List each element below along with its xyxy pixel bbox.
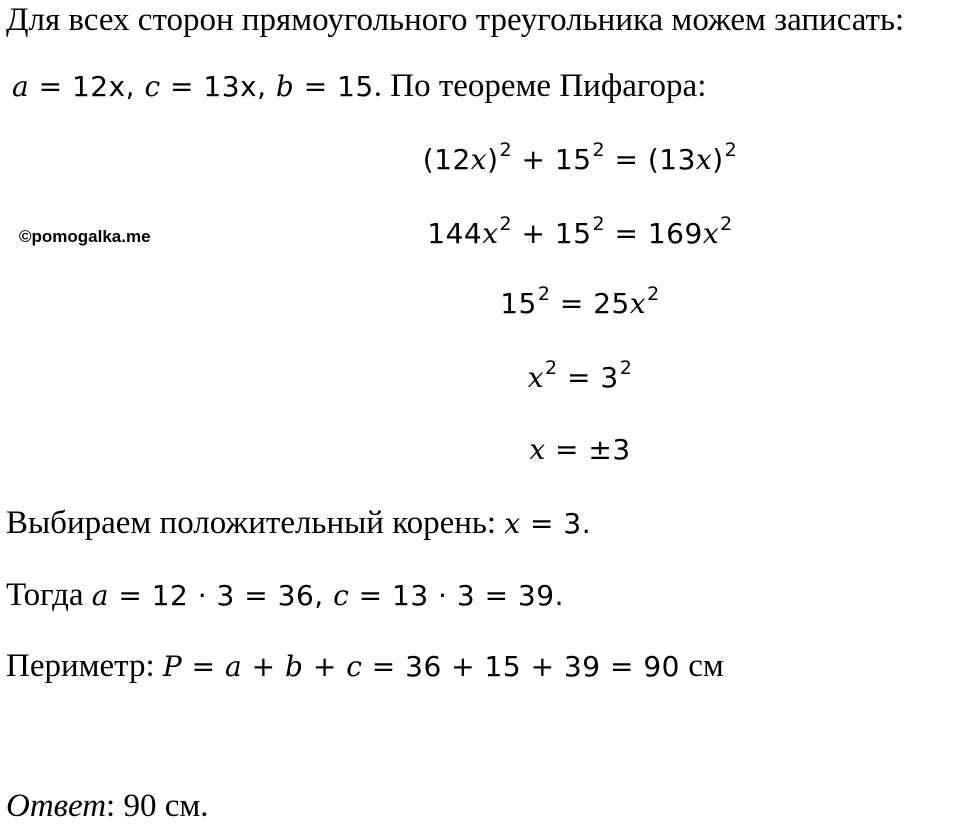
choose-root-math: x = 3. xyxy=(504,507,592,540)
watermark: ©pomogalka.me xyxy=(19,227,151,246)
answer-label: Ответ xyxy=(6,788,107,824)
b-expression: = 15 xyxy=(294,70,374,103)
c-expression: = 13x, xyxy=(160,70,276,103)
given-line xyxy=(12,66,706,107)
perimeter-math: P = a + b + c = 36 + 15 + 39 = 90 xyxy=(162,650,680,683)
then-text: Тогда xyxy=(6,577,92,613)
sides-line xyxy=(6,575,564,616)
answer-line xyxy=(6,786,208,826)
var-a: a xyxy=(12,70,30,103)
perimeter-unit: см xyxy=(679,648,724,684)
perimeter-label: Периметр: xyxy=(6,648,163,684)
a-expression: = 12x, xyxy=(29,70,145,103)
intro-sentence: Для всех сторон прямоугольного треугольника можем записать: xyxy=(6,2,905,38)
var-b: b xyxy=(275,70,295,103)
perimeter-line xyxy=(6,646,724,687)
equation-3: $15^2 = 25x^2$ xyxy=(500,283,660,320)
equation-1: $(12x)^2 + 15^2 = (13x)^2$ xyxy=(422,139,738,176)
equation-2: $144x^2 + 15^2 = 169x^2$ xyxy=(427,213,733,250)
choose-root-line xyxy=(6,503,591,544)
given-math xyxy=(12,70,374,103)
equation-5: x = ±3 xyxy=(529,433,631,466)
pythagoras-intro: . По теореме Пифагора: xyxy=(373,68,707,104)
answer-value: : 90 см. xyxy=(106,788,209,824)
equation-4: $x^2 = 3^2$ xyxy=(527,357,633,394)
sides-math: a = 12 · 3 = 36, c = 13 · 3 = 39. xyxy=(91,579,564,612)
intro-text xyxy=(6,0,904,40)
var-c: c xyxy=(144,70,161,103)
choose-root-text: Выбираем положительный корень: xyxy=(6,505,505,541)
